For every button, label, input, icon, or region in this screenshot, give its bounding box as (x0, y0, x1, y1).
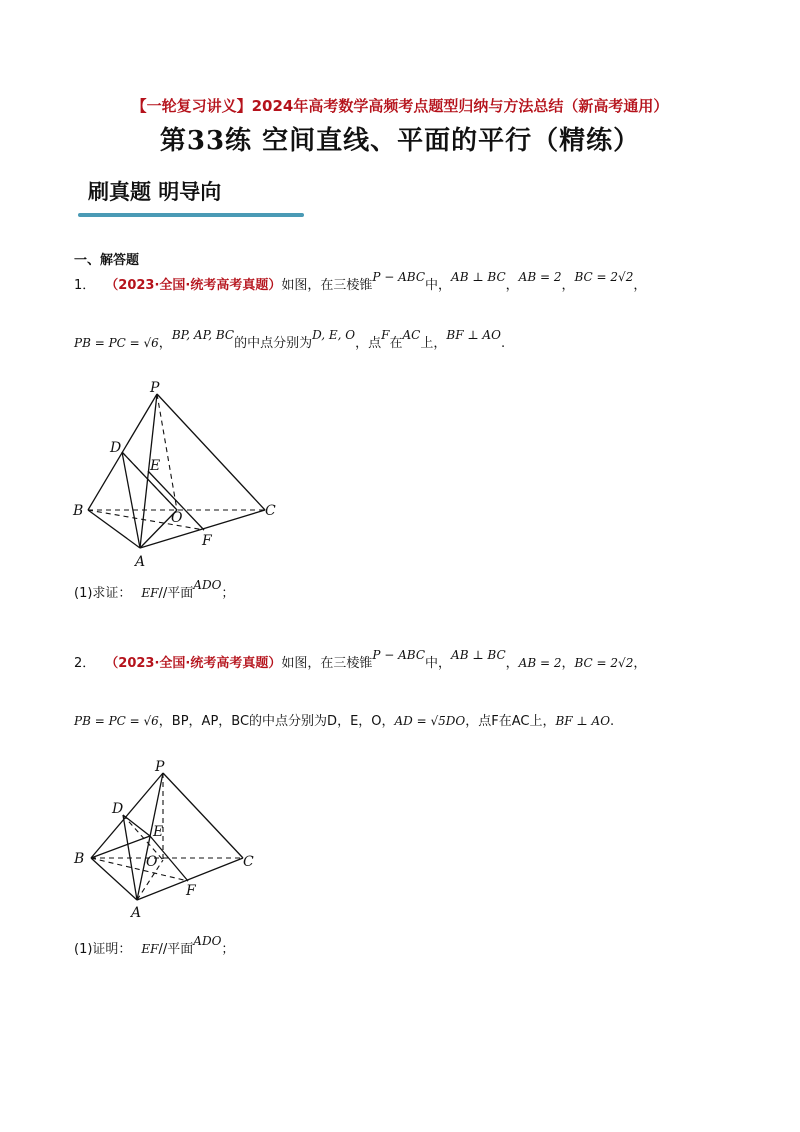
math-expr: P − ABC (372, 270, 426, 284)
math-expr: AB = 2 (518, 270, 562, 284)
problem-text: 在 (389, 336, 403, 351)
vertex-label-E: E (150, 458, 161, 474)
problem-text: . (500, 336, 506, 351)
problem-text: . (610, 714, 615, 729)
problem-text: ， (561, 278, 575, 293)
math-expr: AB ⊥ BC (451, 270, 506, 284)
vertex-label-P: P (150, 380, 160, 396)
problem-source: （2023·全国·统考高考真题） (105, 278, 282, 293)
problem-text: 中， (425, 656, 452, 671)
problem-text: 的中点分别为 (234, 336, 313, 351)
math-expr: BC = 2√2 (574, 656, 634, 670)
problem-text: ， (633, 278, 647, 293)
problem-text: ，点 (355, 336, 382, 351)
problem-text: ， (633, 656, 647, 671)
vertex-label-P: P (155, 759, 165, 775)
vertex-label-C: C (243, 854, 254, 870)
problem-text: ， (505, 656, 519, 671)
problem-text: 中， (425, 278, 452, 293)
problem-number: 2． (74, 656, 96, 671)
math-expr: BF ⊥ AO (446, 328, 501, 342)
math-expr: F (381, 328, 390, 342)
math-expr: D, E, O (312, 328, 356, 342)
vertex-label-O: O (171, 510, 183, 526)
series-title: 【一轮复习讲义】2024年高考数学高频考点题型归纳与方法总结（新高考通用） (131, 97, 669, 115)
subquestion-text: (1)证明： (74, 942, 132, 957)
problem-text: ，BP，AP，BC的中点分别为D，E，O， (158, 714, 395, 729)
math-expr: P − ABC (372, 648, 426, 662)
subquestion-text: ； (221, 942, 235, 957)
subquestion-text: //平面 (158, 942, 194, 957)
vertex-label-B: B (74, 851, 85, 867)
math-expr: AD = √5DO (394, 714, 466, 728)
math-expr: BP, AP, BC (171, 328, 235, 342)
vertex-label-F: F (186, 883, 196, 899)
math-expr: EF (141, 586, 159, 600)
vertex-label-A: A (131, 905, 142, 921)
math-expr: BF ⊥ AO (555, 714, 611, 728)
problem-source: （2023·全国·统考高考真题） (105, 656, 282, 671)
vertex-label-F: F (202, 533, 212, 549)
vertex-label-D: D (110, 440, 122, 456)
vertex-label-C: C (265, 503, 276, 519)
subquestion-text: ； (221, 586, 235, 601)
vertex-label-A: A (135, 554, 146, 570)
problem-text: 上， (420, 336, 447, 351)
math-expr: PB = PC = √6 (74, 714, 159, 728)
math-expr: PB = PC = √6 (74, 336, 159, 350)
math-expr: AC (402, 328, 421, 342)
problem-text: 如图，在三棱锥 (281, 656, 373, 671)
vertex-label-B: B (73, 503, 84, 519)
subquestion-text: (1)求证： (74, 586, 132, 601)
math-expr: BC = 2√2 (574, 270, 634, 284)
problem-text: ， (505, 278, 519, 293)
math-expr: ADO (193, 934, 222, 948)
problem-2-subquestion (74, 934, 235, 959)
problem-text: 如图，在三棱锥 (281, 278, 373, 293)
problem-text: ，点F在AC上， (465, 714, 556, 729)
problem-text: ， (561, 656, 575, 671)
subquestion-text: //平面 (158, 586, 194, 601)
math-expr: EF (141, 942, 159, 956)
vertex-label-O: O (146, 854, 158, 870)
math-expr: ADO (193, 578, 222, 592)
math-expr: AB ⊥ BC (451, 648, 506, 662)
vertex-label-D: D (112, 801, 124, 817)
section-label: 刷真题 明导向 (88, 180, 222, 204)
problem-text: ， (158, 336, 172, 351)
part-heading: 一、解答题 (74, 253, 140, 268)
math-expr: AB = 2 (518, 656, 562, 670)
page-title: 第33练 空间直线、平面的平行（精练） (159, 126, 641, 156)
vertex-label-E: E (153, 824, 164, 840)
problem-number: 1． (74, 278, 96, 293)
